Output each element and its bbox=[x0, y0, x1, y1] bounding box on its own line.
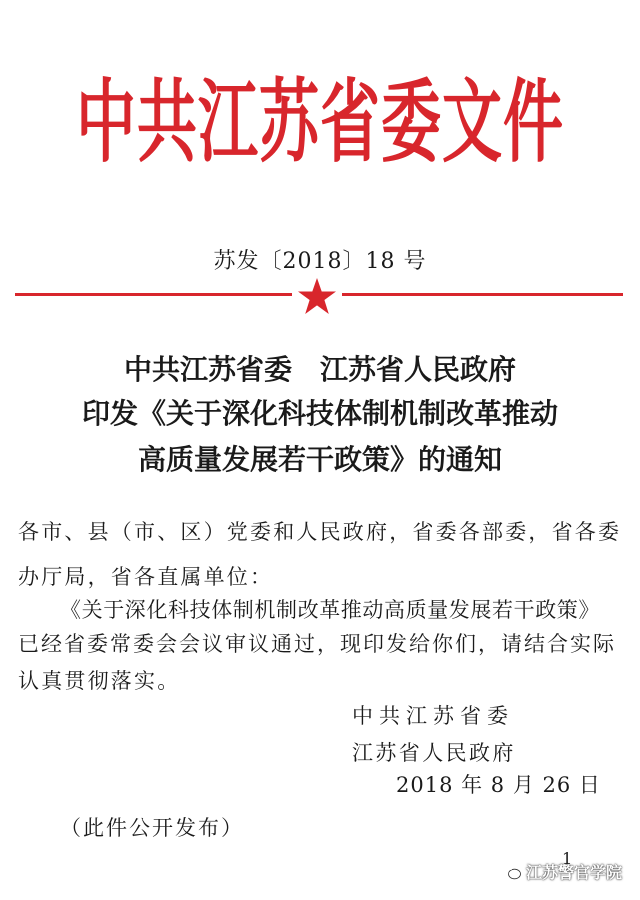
document-number: 苏发〔2018〕18 号 bbox=[213, 249, 427, 274]
body-paragraph-line-1: 《关于深化科技体制机制改革推动高质量发展若干政策》 bbox=[60, 598, 600, 622]
title-issuer-party: 中共江苏省委 bbox=[123, 353, 292, 386]
signature-government: 江苏省人民政府 bbox=[352, 741, 516, 765]
masthead-title: 中共江苏省委文件 bbox=[76, 70, 564, 176]
title-line-2: 印发《关于深化科技体制机制改革推动 bbox=[81, 397, 558, 430]
title-issuers bbox=[0, 353, 640, 386]
title-line-3: 高质量发展若干政策》的通知 bbox=[137, 443, 502, 476]
body-paragraph-line-3: 认真贯彻落实。 bbox=[18, 669, 181, 693]
red-star-icon bbox=[297, 277, 337, 315]
page-number: 1 bbox=[562, 849, 573, 868]
red-divider-right bbox=[342, 293, 623, 296]
body-paragraph-line-2: 已经省委常委会会议审议通过，现印发给你们，请结合实际 bbox=[18, 632, 616, 656]
signature-party: 中共江苏省委 bbox=[352, 704, 514, 728]
addressee-line-2: 办厅局，省各直属单位： bbox=[18, 565, 274, 589]
addressee-line-1: 各市、县（市、区）党委和人民政府，省委各部委，省各委 bbox=[18, 520, 622, 544]
publish-note: （此件公开发布） bbox=[60, 816, 244, 840]
watermark bbox=[500, 860, 622, 883]
red-divider-left bbox=[15, 293, 292, 296]
watermark-text: 江苏警官学院 bbox=[526, 863, 623, 882]
signature-date: 2018 年 8 月 26 日 bbox=[396, 773, 601, 797]
wechat-icon bbox=[500, 863, 522, 881]
title-issuer-government: 江苏省人民政府 bbox=[320, 353, 517, 386]
